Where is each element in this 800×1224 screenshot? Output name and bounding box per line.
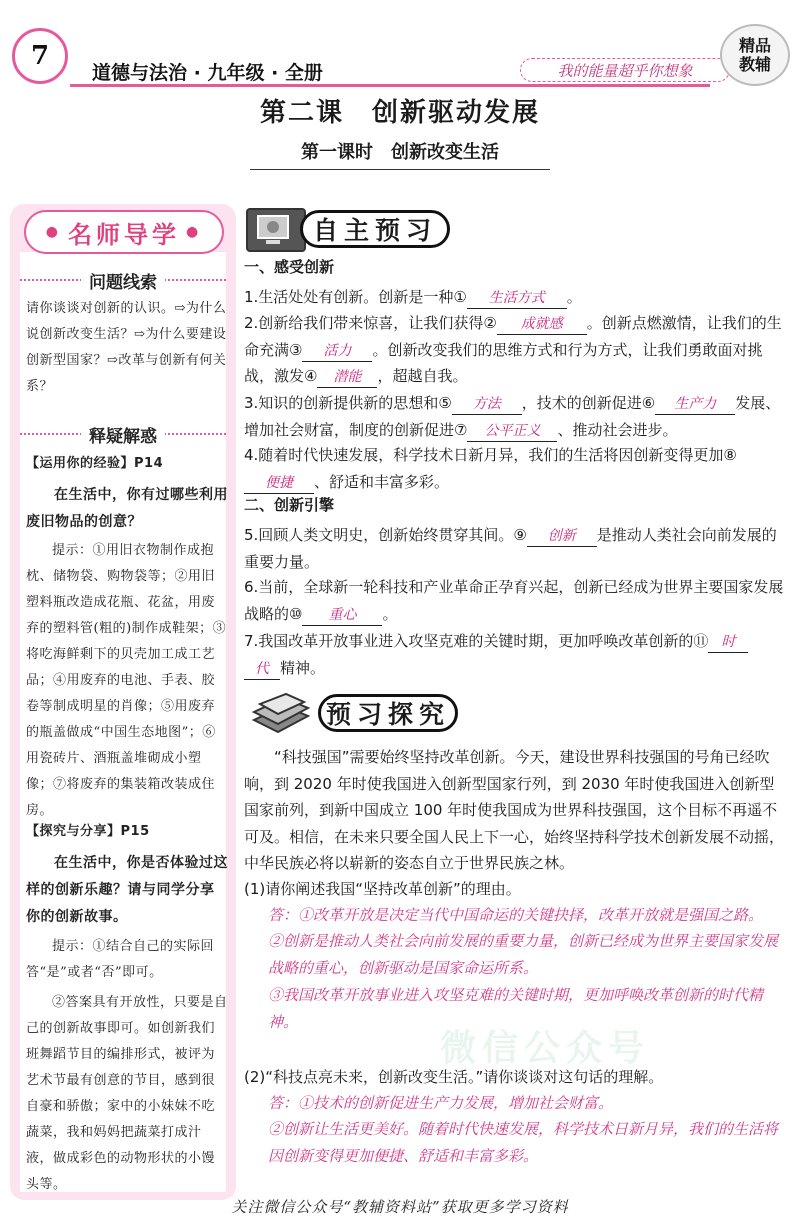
quality-badge xyxy=(720,24,790,86)
watermark-text: 微信公众号 xyxy=(440,1028,651,1069)
experience-question: 在生活中，你有过哪些利用废旧物品的创意？ xyxy=(26,487,228,530)
explore-share-answer-2: ②答案具有开放性，只要是自己的创新故事即可。如创新我们班舞蹈节目的编排形式，被评为艺术节最有创意的节目，感到很自豪和骄傲；家中的小妹妹不吃蔬菜，我和妈妈把蔬菜打成汁液，做成彩色的动物形状的小馒头等。 xyxy=(26,995,228,1192)
blank-7: 公平正义 xyxy=(467,421,557,442)
explore-answer-2-2: ②创新让生活更美好。随着时代快速发展，科学技术日新月异，我们的生活将因创新变得更加便捷、舒适和丰富多彩。 xyxy=(268,1120,779,1165)
badge-line1: 精品 xyxy=(738,36,771,55)
page-number-badge xyxy=(12,28,68,84)
explore-answer-2-1: 答：①技术的创新促进生产力发展，增加社会财富。 xyxy=(268,1094,614,1112)
part1-title: 一、感受创新 xyxy=(244,258,335,276)
preview-q4: 4.随着时代快速发展，科学技术日新月异，我们的生活将因创新变得更加⑧便捷 、舒适和丰富多彩。 xyxy=(244,442,788,495)
books-icon xyxy=(250,690,312,734)
explore-share-tag: 【探究与分享】P15 xyxy=(26,824,150,839)
slogan: 我的能量超乎你想象 xyxy=(520,58,730,82)
blank-3: 活力 xyxy=(302,341,372,362)
preview-q7: 7.我国改革开放事业进入攻坚克难的关键时期，更加呼唤改革创新的⑪ 时 代 精神。 xyxy=(244,628,788,681)
book-title: 道德与法治 · 九年级 · 全册 xyxy=(92,62,323,84)
dot-icon: ● xyxy=(45,224,62,240)
blank-4: 潜能 xyxy=(317,367,377,388)
badge-line2: 教辅 xyxy=(738,55,771,74)
monitor-icon xyxy=(246,208,306,252)
experience-answer: 提示：①用旧衣物制作成抱枕、储物袋、购物袋等；②用旧塑料瓶改造成花瓶、花盆，用废弃的塑料管(粗的)制作成鞋架；③将吃海鲜剩下的贝壳加工成工艺品；④用废弃的电池、手表、胶卷等制成明星的肖像；⑤用废弃的瓶盖做成“中国生态地图”；⑥用瓷砖片、酒瓶盖堆砌成小塑像；⑦将废弃的集装箱改装成住房。 xyxy=(26,543,227,818)
explore-share-answer-1: 提示：①结合自己的实际回答“是”或者“否”即可。 xyxy=(26,939,215,980)
explore-passage: “科技强国”需要始终坚持改革创新。今天，建设世界科技强国的号角已经吹响，到 2020 年时使我国进入创新型国家行列，到 2030 年时使我国进入创新型国家前列，到新中国成立 100 年时使我国成为世界科技强国，这个目标不再遥不可及。相信，在未来只要全国人民上下一心，始终坚持科学技术创新发展不动摇，中华民族必将以崭新的姿态自立于世界民族之林。 xyxy=(244,748,785,872)
explore-answer-1-3: ③我国改革开放事业进入攻坚克难的关键时期，更加呼唤改革创新的时代精神。 xyxy=(268,986,764,1031)
preview-q5: 5.回顾人类文明史，创新始终贯穿其间。⑨ 创新 是推动人类社会向前发展的重要力量。 xyxy=(244,526,777,571)
blank-5: 方法 xyxy=(452,394,522,415)
section-explain: 释疑解惑 xyxy=(20,422,226,447)
lesson-title: 第二课 创新驱动发展 xyxy=(259,98,540,128)
preview-q3: 3.知识的创新提供新的思想和⑤ 方法 ，技术的创新促进⑥ 生产力 发展、增加社会财富，制度的创新促进⑦ 公平正义 、推动社会进步。 xyxy=(244,390,788,443)
explore-question-1: (1)请你阐述我国“坚持改革创新”的理由。 xyxy=(244,880,521,898)
explore-answer-1-1: 答：①改革开放是决定当代中国命运的关键抉择，改革开放就是强国之路。 xyxy=(268,906,764,924)
lesson-subtitle: 第一课时 创新改变生活 xyxy=(250,138,550,170)
preview-q6: 6.当前，全球新一轮科技和产业革命正孕育兴起，创新已经成为世界主要国家发展战略的⑩ 重心 。 xyxy=(244,574,788,627)
experience-tag: 【运用你的经验】P14 xyxy=(26,456,164,471)
explore-answer-1-2: ②创新是推动人类社会向前发展的重要力量，创新已经成为世界主要国家发展战略的重心，创新驱动是国家命运所系。 xyxy=(268,932,779,977)
blank-11b: 代 xyxy=(244,659,280,680)
blank-10: 重心 xyxy=(302,605,382,626)
explore-question-2: (2)“科技点亮未来，创新改变生活。”请你谈谈对这句话的理解。 xyxy=(244,1068,664,1086)
part2-title: 二、创新引擎 xyxy=(244,496,335,514)
blank-1: 生活方式 xyxy=(467,288,567,309)
dot-icon: ● xyxy=(186,224,203,240)
preview-q1: 1.生活处处有创新。创新是一种① 生活方式 。 xyxy=(244,284,788,311)
explore-banner: 预习探究 xyxy=(318,694,458,732)
self-preview-banner: 自主预习 xyxy=(300,210,450,248)
section-problem-clues: 问题线索 xyxy=(20,268,226,293)
teacher-guide-title: 名师导学 xyxy=(68,220,180,249)
page-number: 7 xyxy=(30,41,50,71)
preview-q2: 2.创新给我们带来惊喜，让我们获得② 成就感 。创新点燃激情，让我们的生命充满③ 活力 。创新改变我们的思维方式和行为方式，让我们勇敢面对挑战，激发④ 潜能 ，超越自我。 xyxy=(244,310,788,390)
blank-6: 生产力 xyxy=(655,394,735,415)
blank-2: 成就感 xyxy=(497,314,587,335)
problem-clues-text: 请你谈谈对创新的认识。⇨为什么说创新改变生活？⇨为什么要建设创新型国家？⇨改革与创新有何关系？ xyxy=(26,301,227,394)
explore-share-question: 在生活中，你是否体验过这样的创新乐趣？请与同学分享你的创新故事。 xyxy=(26,855,228,925)
blank-11a: 时 xyxy=(708,632,748,653)
blank-8: 便捷 xyxy=(244,473,314,494)
blank-9: 创新 xyxy=(527,526,597,547)
teacher-guide-banner xyxy=(24,210,224,254)
footer-note: 关注微信公众号“教辅资料站”获取更多学习资料 xyxy=(231,1198,569,1216)
